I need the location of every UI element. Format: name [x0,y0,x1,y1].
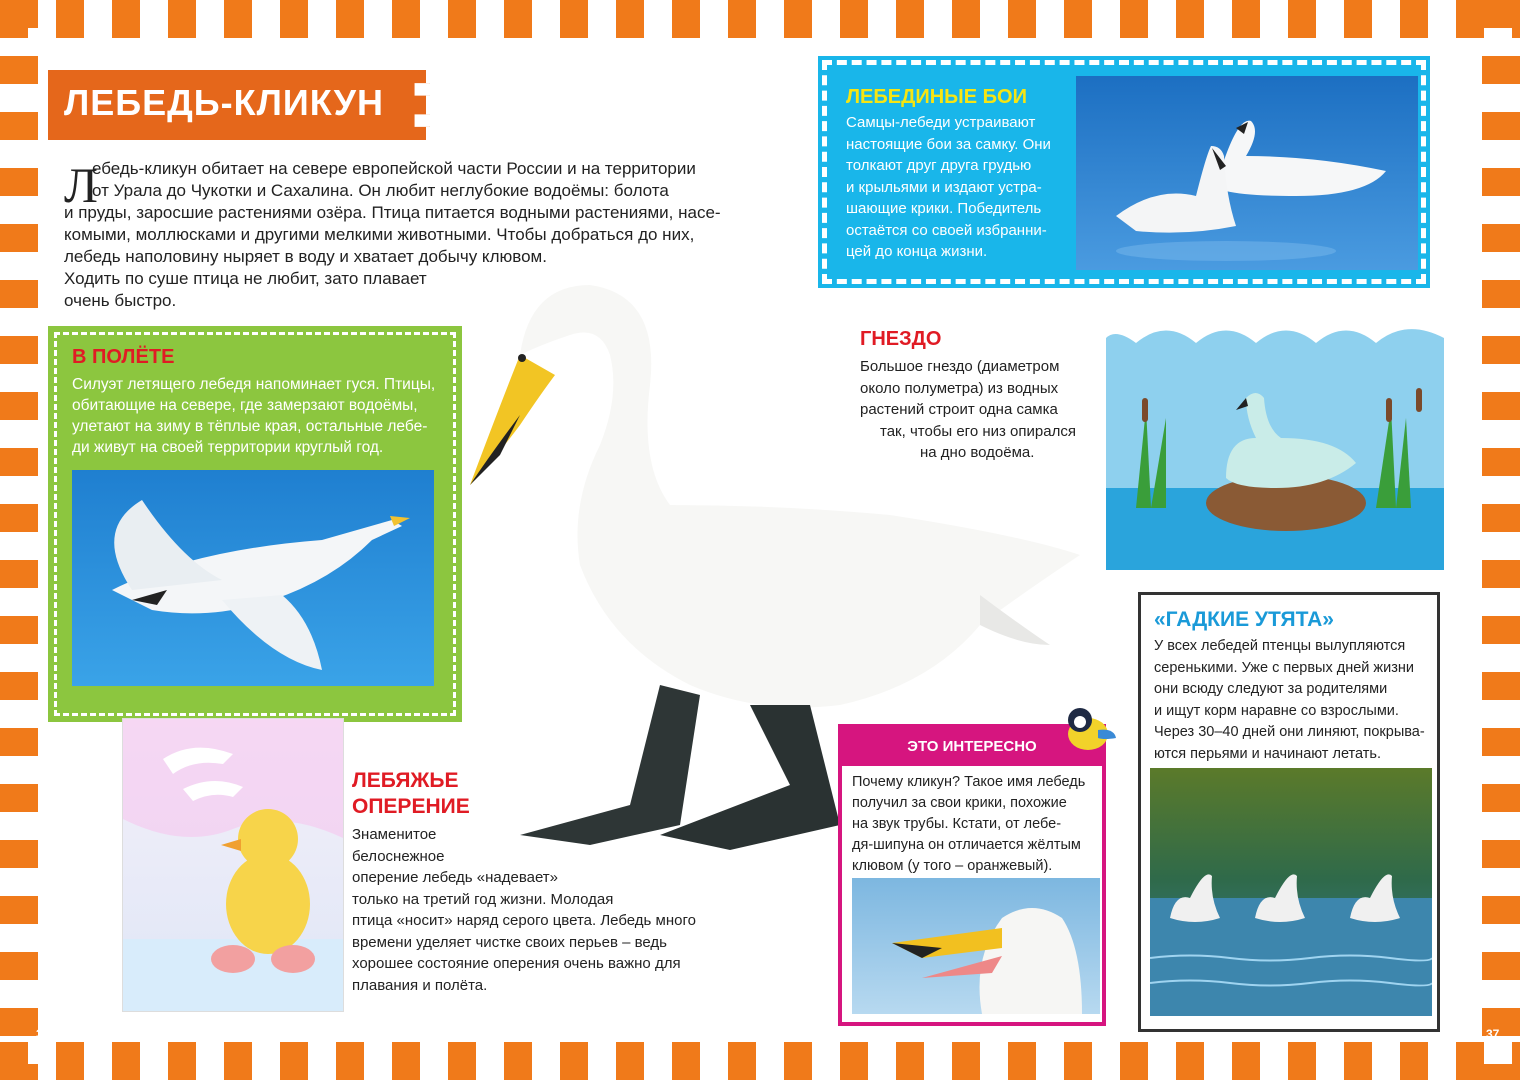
intro-line: ебедь-кликун обитает на севере европейской части России и на территории [92,159,696,178]
flying-swan-photo [72,470,434,686]
nest-line: растений строит одна самка [860,401,1058,418]
interesting-heading: ЭТО ИНТЕРЕСНО [842,728,1102,766]
border-square [1008,0,1036,38]
nest-illustration [1106,298,1444,570]
border-square [1288,1042,1316,1080]
border-square [1482,616,1520,644]
border-square [1482,224,1520,252]
border-square [1120,1042,1148,1080]
nest-line: так, чтобы его низ опирался [880,422,1076,440]
ugly-text [1154,636,1434,765]
border-square [728,1042,756,1080]
interesting-text [852,772,1100,877]
border-square [1344,1042,1372,1080]
border-square [1232,1042,1260,1080]
border-square [336,0,364,38]
border-square [280,1042,308,1080]
intro-line: очень быстро. [64,291,177,310]
border-square [448,0,476,38]
border-square [896,1042,924,1080]
intro-line: Ходить по суше птица не любит, зато плавает [64,269,427,288]
border-square [1482,896,1520,924]
interesting-line: получил за свои крики, похожие [852,795,1067,811]
swans-fight-photo [1076,76,1418,270]
nest-line: Большое гнездо (диаметром [860,358,1060,375]
flight-text [72,374,452,458]
border-square [1482,1064,1520,1080]
border-square [0,168,38,196]
border-square [1482,672,1520,700]
ugly-heading: «ГАДКИЕ УТЯТА» [1154,608,1334,631]
ugly-line: У всех лебедей птенцы вылупляются [1154,638,1406,654]
border-square [1482,392,1520,420]
nest-heading: ГНЕЗДО [860,328,942,350]
nest-line: на дно водоёма. [920,444,1035,461]
border-square [0,56,38,84]
border-square [0,1008,38,1036]
border-square [0,616,38,644]
border-square [672,1042,700,1080]
page-title: ЛЕБЕДЬ-КЛИКУН [64,82,385,123]
plumage-line: плавания и полёта. [352,976,488,994]
border-square [1400,0,1428,38]
border-square [1482,336,1520,364]
border-square [0,672,38,700]
ugly-duckling-illustration [122,718,344,1012]
fights-line: Самцы-лебеди устраивают [846,114,1036,131]
border-square [0,392,38,420]
fights-heading: ЛЕБЕДИНЫЕ БОИ [846,86,1027,108]
plumage-heading [352,768,470,820]
border-square [112,0,140,38]
border-square [616,0,644,38]
border-square [1482,560,1520,588]
border-square [560,1042,588,1080]
border-square [0,280,38,308]
border-square [952,1042,980,1080]
flight-line: обитающие на севере, где замерзают водоёмы, [72,397,418,414]
border-square [56,1042,84,1080]
border-square [784,0,812,38]
cygnets-photo [1150,768,1432,1016]
flight-line: Силуэт летящего лебедя напоминает гуся. Птицы, [72,376,436,393]
fights-line: цей до конца жизни. [846,243,988,260]
flight-line: ди живут на своей территории круглый год. [72,439,384,456]
ugly-line: серенькими. Уже с первых дней жизни [1154,659,1414,676]
border-square [448,1042,476,1080]
interesting-line: клювом (у того – оранжевый). [852,858,1053,874]
border-square [1482,112,1520,140]
plumage-line: хорошее состояние оперения очень важно для [352,955,681,972]
fights-line: и крыльями и издают устра- [846,178,1042,196]
border-square [504,1042,532,1080]
border-square [1482,840,1520,868]
border-square [392,0,420,38]
plumage-line: оперение лебедь «надевает» [352,869,559,886]
fights-line: настоящие бои за самку. Они [846,135,1051,153]
border-square [0,112,38,140]
nest-line: около полуметра) из водных [860,379,1059,397]
border-square [728,0,756,38]
border-square [1008,1042,1036,1080]
ugly-line: ются перьями и начинают летать. [1154,745,1381,762]
border-square [0,504,38,532]
drop-cap: Л [64,157,98,213]
border-square [1400,1042,1428,1080]
border-square [1176,0,1204,38]
intro-paragraph [92,158,752,202]
flight-line: улетают на зиму в тёплые края, остальные лебе- [72,418,428,435]
border-square [1344,0,1372,38]
border-square [672,0,700,38]
border-square [0,448,38,476]
border-square [392,1042,420,1080]
border-square [1288,0,1316,38]
border-square [1064,0,1092,38]
border-square [0,336,38,364]
border-square [616,1042,644,1080]
ugly-line: они всюду следуют за родителями [1154,681,1388,697]
swan-head-photo [852,878,1100,1014]
border-square [280,0,308,38]
border-square [1232,0,1260,38]
border-square [1482,728,1520,756]
plumage-text [352,824,732,996]
ugly-line: и ищут корм наравне со взрослыми. [1154,702,1399,719]
ugly-line: Через 30–40 дней они линяют, покрыва- [1154,724,1425,740]
intro-line: и пруды, заросшие растениями озёра. Птица питается водными растениями, насе- [64,203,721,222]
plumage-line: белоснежное [352,847,445,865]
intro-line: от Урала до Чукотки и Сахалина. Он любит неглубокие водоёмы: болота [92,181,669,200]
border-square [840,1042,868,1080]
intro-line: комыми, моллюсками и другими мелкими животными. Чтобы добраться до них, [64,225,695,244]
border-square [1064,1042,1092,1080]
border-square [224,0,252,38]
border-square [0,952,38,980]
border-square [1482,280,1520,308]
border-square [504,0,532,38]
border-square [168,0,196,38]
plumage-heading-line: ЛЕБЯЖЬЕ [352,769,459,792]
border-square [1482,952,1520,980]
border-square [1456,0,1484,38]
border-square [168,1042,196,1080]
border-square [1482,168,1520,196]
border-square [0,560,38,588]
border-square [224,1042,252,1080]
fights-line: шающие крики. Победитель [846,200,1042,217]
border-square [1482,504,1520,532]
nest-text [860,356,1090,464]
page-number-left: 36 [36,1027,50,1041]
border-square [336,1042,364,1080]
border-square [1456,1042,1484,1080]
border-square [952,0,980,38]
border-square [56,0,84,38]
border-square [0,224,38,252]
intro-line: лебедь наполовину ныряет в воду и хватает добычу клювом. [64,247,547,266]
plumage-line: только на третий год жизни. Молодая [352,890,614,908]
flight-heading: В ПОЛЁТЕ [72,346,175,368]
tit-bird-icon [1058,704,1118,756]
border-square [1482,448,1520,476]
border-square [896,0,924,38]
plumage-line: птица «носит» наряд серого цвета. Лебедь много [352,912,696,929]
border-square [0,1064,38,1080]
plumage-line: Знаменитое [352,826,437,843]
interesting-line: дя-шипуна он отличается жёлтым [852,837,1081,853]
fights-line: толкают друг друга грудью [846,157,1032,174]
border-square [784,1042,812,1080]
fights-line: остаётся со своей избранни- [846,221,1047,239]
border-square [0,784,38,812]
border-square [1482,784,1520,812]
border-square [1120,0,1148,38]
border-square [1482,0,1520,28]
plumage-line: времени уделяет чистке своих перьев – ведь [352,933,667,951]
page-number-right: 37 [1486,1027,1500,1041]
interesting-line: Почему кликун? Такое имя лебедь [852,774,1086,790]
border-square [0,840,38,868]
border-square [0,728,38,756]
border-square [0,0,38,28]
border-square [560,0,588,38]
border-square [0,896,38,924]
interesting-line: на звук трубы. Кстати, от лебе- [852,816,1062,832]
border-square [1176,1042,1204,1080]
fights-text [846,112,1076,263]
border-square [840,0,868,38]
border-square [1482,56,1520,84]
plumage-heading-line: ОПЕРЕНИЕ [352,795,470,818]
border-square [112,1042,140,1080]
